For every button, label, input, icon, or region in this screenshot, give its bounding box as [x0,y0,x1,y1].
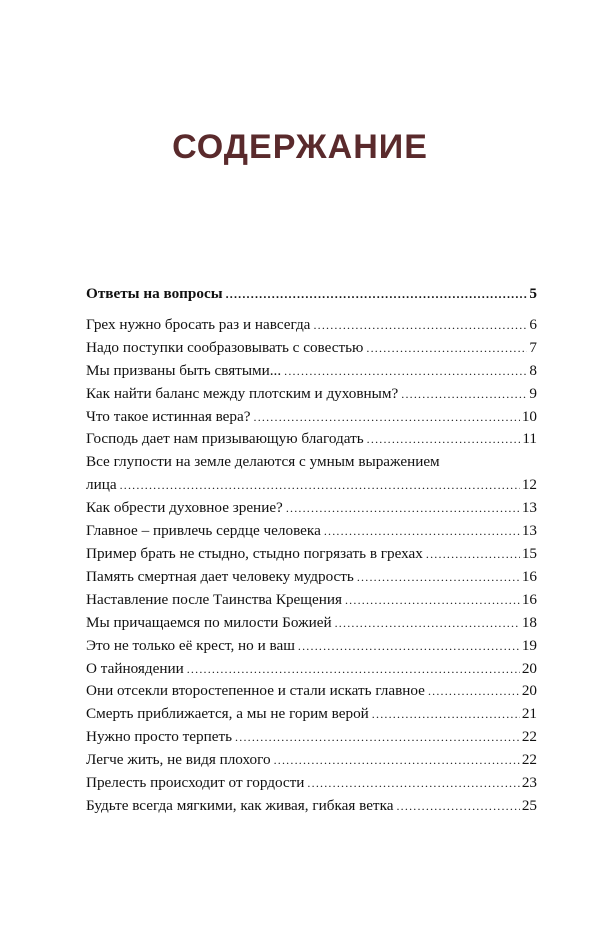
dot-leader [324,520,520,543]
toc-entry-title: Как найти баланс между плотским и духовным? [86,384,399,402]
toc-entry-page: 7 [529,338,537,356]
dot-leader [372,703,520,726]
toc-entry[interactable] [86,772,537,795]
toc-entry-title: Прелесть происходит от гордости [86,774,305,792]
toc-entry-title: Будьте всегда мягкими, как живая, гибкая ветка [86,796,394,814]
dot-leader [335,612,520,635]
toc-entry[interactable] [86,360,537,383]
toc-entry[interactable] [86,680,537,703]
dot-leader [226,283,528,306]
toc-entry[interactable] [86,497,537,520]
dot-leader [235,726,520,749]
toc-entry-page: 8 [529,361,537,379]
dot-leader [367,428,521,451]
toc-entry-page: 22 [521,728,537,746]
toc-entry-title: Как обрести духовное зрение? [86,499,283,517]
dot-leader [274,749,520,772]
toc-entry[interactable] [86,795,537,818]
toc-entry-title: Легче жить, не видя плохого [86,751,271,769]
dot-leader [298,635,520,658]
dot-leader [357,566,520,589]
toc-entry-page: 12 [521,476,537,494]
dot-leader [120,474,520,497]
toc-entry-page: 21 [521,705,537,723]
dot-leader [187,658,520,681]
toc-entry-title: Смерть приближается, а мы не горим верой [86,705,369,723]
toc-entry-title: Пример брать не стыдно, стыдно погрязать в грехах [86,544,423,562]
dot-leader [428,680,520,703]
toc-entry[interactable] [86,543,537,566]
toc-entry-title: Это не только её крест, но и ваш [86,636,295,654]
toc-entry-title: Нужно просто терпеть [86,728,233,746]
toc-entry[interactable] [86,726,537,749]
dot-leader [286,497,520,520]
toc-entry-title-line1: Все глупости на земле делаются с умным выражением [86,453,440,471]
toc-entry-title: Мы причащаемся по милости Божией [86,613,332,631]
toc-entry[interactable] [86,566,537,589]
toc-entry-page: 23 [521,774,537,792]
toc-entry[interactable] [86,635,537,658]
toc-entry-title: Наставление после Таинства Крещения [86,590,342,608]
dot-leader [426,543,520,566]
toc-entry[interactable] [86,749,537,772]
table-of-contents [86,283,537,818]
dot-leader [313,314,527,337]
dot-leader [366,337,527,360]
toc-entry[interactable] [86,428,537,451]
toc-entry-multiline[interactable] [86,451,537,497]
toc-entry-title: О тайноядении [86,659,184,677]
toc-entry-title: Господь дает нам призывающую благодать [86,430,364,448]
toc-section-page: 5 [529,285,537,302]
toc-entry-page: 13 [521,522,537,540]
toc-entry-page: 16 [521,590,537,608]
toc-entry-page: 15 [521,544,537,562]
toc-entry[interactable] [86,703,537,726]
toc-entry[interactable] [86,658,537,681]
dot-leader [345,589,520,612]
toc-entry[interactable] [86,520,537,543]
toc-entry-page: 11 [522,430,537,448]
toc-section-row[interactable] [86,283,537,306]
toc-entry-page: 9 [529,384,537,402]
dot-leader [254,406,520,429]
dot-leader [401,383,527,406]
toc-entry-title: Грех нужно бросать раз и навсегда [86,315,311,333]
toc-entry[interactable] [86,589,537,612]
dot-leader [307,772,519,795]
toc-entry-page: 20 [521,659,537,677]
toc-entry[interactable] [86,406,537,429]
toc-entry-title: Мы призваны быть святыми... [86,361,282,379]
page-title: СОДЕРЖАНИЕ [172,128,428,166]
toc-entry-page: 18 [521,613,537,631]
toc-entry[interactable] [86,314,537,337]
toc-entry-page: 10 [521,407,537,425]
toc-entry-title-line2: лица [86,476,117,494]
toc-entry-title: Что такое истинная вера? [86,407,251,425]
dot-leader [284,360,527,383]
dot-leader [396,795,519,818]
toc-entry-title: Надо поступки сообразовывать с совестью [86,338,364,356]
toc-entry-page: 22 [521,751,537,769]
toc-entry-page: 16 [521,567,537,585]
toc-section-title: Ответы на вопросы [86,285,223,302]
toc-entry[interactable] [86,383,537,406]
toc-entry-page: 20 [521,682,537,700]
toc-entry-page: 25 [521,796,537,814]
toc-entry-page: 6 [529,315,537,333]
toc-entry-title: Главное – привлечь сердце человека [86,522,321,540]
toc-entry-page: 19 [521,636,537,654]
toc-entry[interactable] [86,337,537,360]
toc-entry[interactable] [86,612,537,635]
toc-entry-page: 13 [521,499,537,517]
toc-entry-title: Память смертная дает человеку мудрость [86,567,354,585]
toc-entry-title: Они отсекли второстепенное и стали искать главное [86,682,425,700]
